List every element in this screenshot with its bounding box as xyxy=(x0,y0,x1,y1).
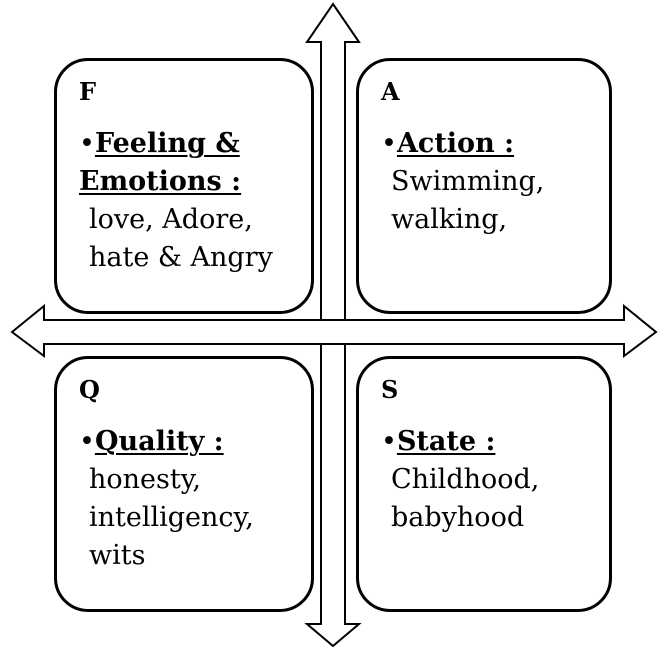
action-quadrant-box xyxy=(356,58,612,314)
quadrant-letter-f: F xyxy=(79,77,97,106)
action-heading-row xyxy=(381,125,609,163)
quadrant-letter-s: S xyxy=(381,375,399,404)
feeling-description: love, Adore, hate & Angry xyxy=(89,204,273,273)
arrow-crossing xyxy=(322,321,344,343)
feeling-heading-row xyxy=(79,125,311,201)
bullet-icon: • xyxy=(79,128,95,159)
feeling-heading: Feeling & Emotions : xyxy=(79,128,242,197)
bullet-icon: • xyxy=(79,426,95,457)
quadrant-letter-q: Q xyxy=(79,375,100,404)
state-description: Childhood, babyhood xyxy=(391,464,540,533)
quality-heading: Quality : xyxy=(94,426,224,457)
quadrant-letter-a: A xyxy=(381,77,400,106)
state-heading-row xyxy=(381,423,609,461)
quality-heading-row xyxy=(79,423,311,461)
quality-quadrant-box xyxy=(54,356,314,612)
state-heading: State : xyxy=(396,426,496,457)
action-heading: Action : xyxy=(396,128,515,159)
state-quadrant-box xyxy=(356,356,612,612)
bullet-icon: • xyxy=(381,128,397,159)
action-description: Swimming, walking, xyxy=(391,166,545,235)
quality-description: honesty, intelligency, wits xyxy=(89,464,254,571)
bullet-icon: • xyxy=(381,426,397,457)
feeling-quadrant-box xyxy=(54,58,314,314)
